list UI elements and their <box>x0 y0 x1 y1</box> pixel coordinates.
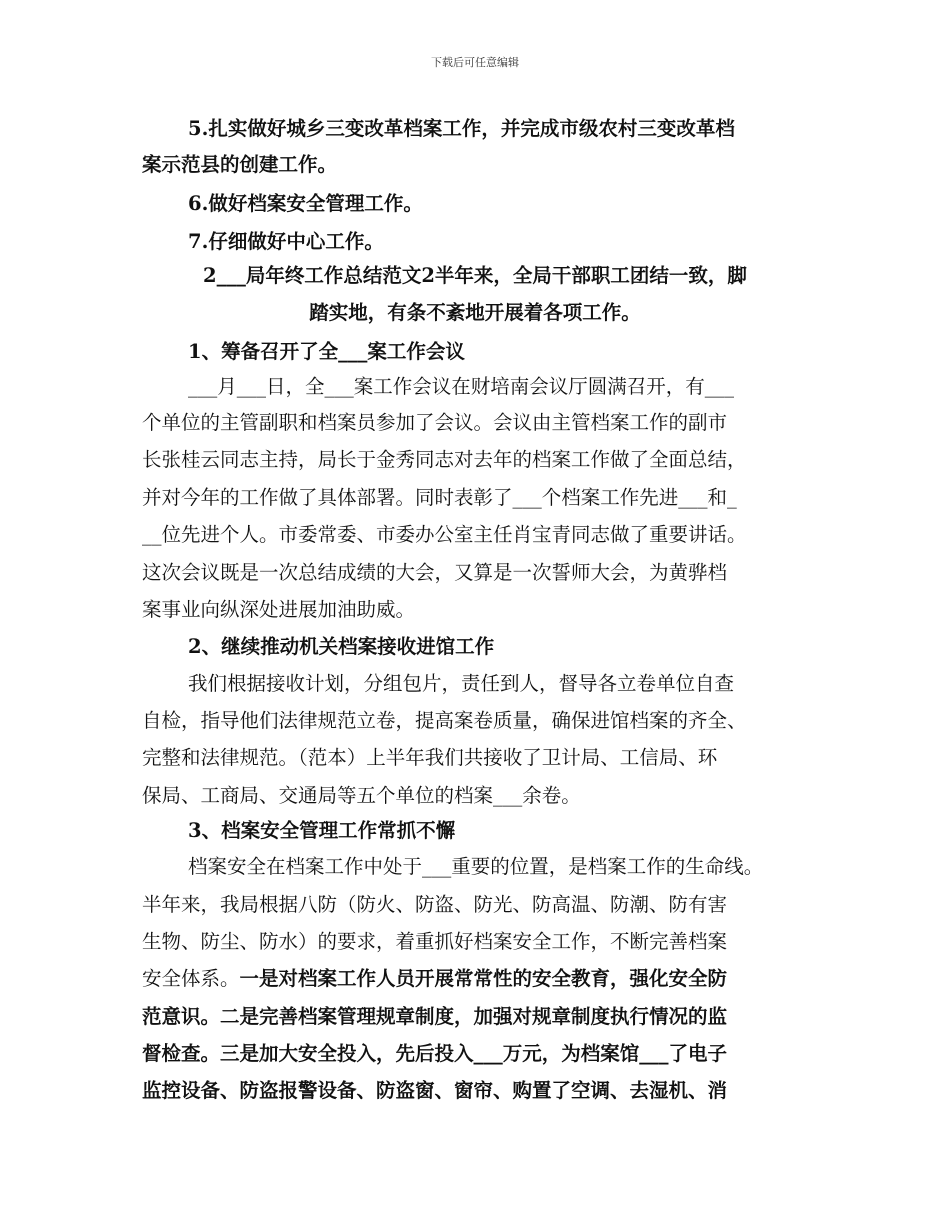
text-line <box>142 967 727 991</box>
text-line: 6.做好档案安全管理工作。 <box>188 192 423 215</box>
section-heading: 2、继续推动机关档案接收进馆工作 <box>188 635 495 658</box>
text-line: 踏实地，有条不紊地开展着各项工作。 <box>309 301 641 324</box>
text-line: 案示范县的创建工作。 <box>142 153 338 176</box>
text-line: 自检，指导他们法律规范立卷，提高案卷质量，确保进馆档案的齐全、 <box>142 709 747 732</box>
text-line: 监控设备、防盗报警设备、防盗窗、窗帘、购置了空调、去湿机、消 <box>142 1079 728 1102</box>
text-line: 完整和法律规范。（范本）上半年我们共接收了卫计局、工信局、环 <box>142 746 718 769</box>
text-segment: 安全体系。 <box>142 967 240 990</box>
text-line: 半年来，我局根据八防（防火、防盗、防光、防高温、防潮、防有害 <box>142 893 728 916</box>
text-line: 5.扎实做好城乡三变改革档案工作，并完成市级农村三变改革档 <box>188 117 735 140</box>
text-line: 范意识。二是完善档案管理规章制度，加强对规章制度执行情况的监 <box>142 1005 728 1028</box>
section-heading: 1、筹备召开了全___案工作会议 <box>188 340 465 363</box>
text-line: 个单位的主管副职和档案员参加了会议。会议由主管档案工作的副市 <box>142 411 728 434</box>
text-line: 案事业向纵深处进展加油助威。 <box>142 598 416 621</box>
text-line: 2___局年终工作总结范文2半年来，全局干部职工团结一致，脚 <box>203 264 747 287</box>
page-header: 下载后可任意编辑 <box>431 56 519 69</box>
text-line: 保局、工商局、交通局等五个单位的档案___余卷。 <box>142 784 581 807</box>
text-line: 生物、防尘、防水）的要求，着重抓好档案安全工作，不断完善档案 <box>142 930 728 953</box>
text-segment-bold: 一是对档案工作人员开展常常性的安全教育，强化安全防 <box>239 967 728 990</box>
text-line: 我们根据接收计划，分组包片，责任到人，督导各立卷单位自查 <box>188 672 735 695</box>
text-line: ___月___日，全___案工作会议在财培南会议厅圆满召开，有___ <box>188 375 735 398</box>
text-line: 档案安全在档案工作中处于___重要的位置，是档案工作的生命线。 <box>188 855 764 878</box>
text-line: 督检查。三是加大安全投入，先后投入___万元，为档案馆___了电子 <box>142 1042 728 1065</box>
section-heading: 3、档案安全管理工作常抓不懈 <box>188 819 456 842</box>
text-line: __位先进个人。市委常委、市委办公室主任肖宝青同志做了重要讲话。 <box>142 523 747 546</box>
text-line: 并对今年的工作做了具体部署。同时表彰了___个档案工作先进___和_ <box>142 486 737 509</box>
text-line: 7.仔细做好中心工作。 <box>188 230 384 253</box>
text-line: 这次会议既是一次总结成绩的大会，又算是一次誓师大会，为黄骅档 <box>142 561 728 584</box>
text-line: 长张桂云同志主持，局长于金秀同志对去年的档案工作做了全面总结， <box>142 448 747 471</box>
